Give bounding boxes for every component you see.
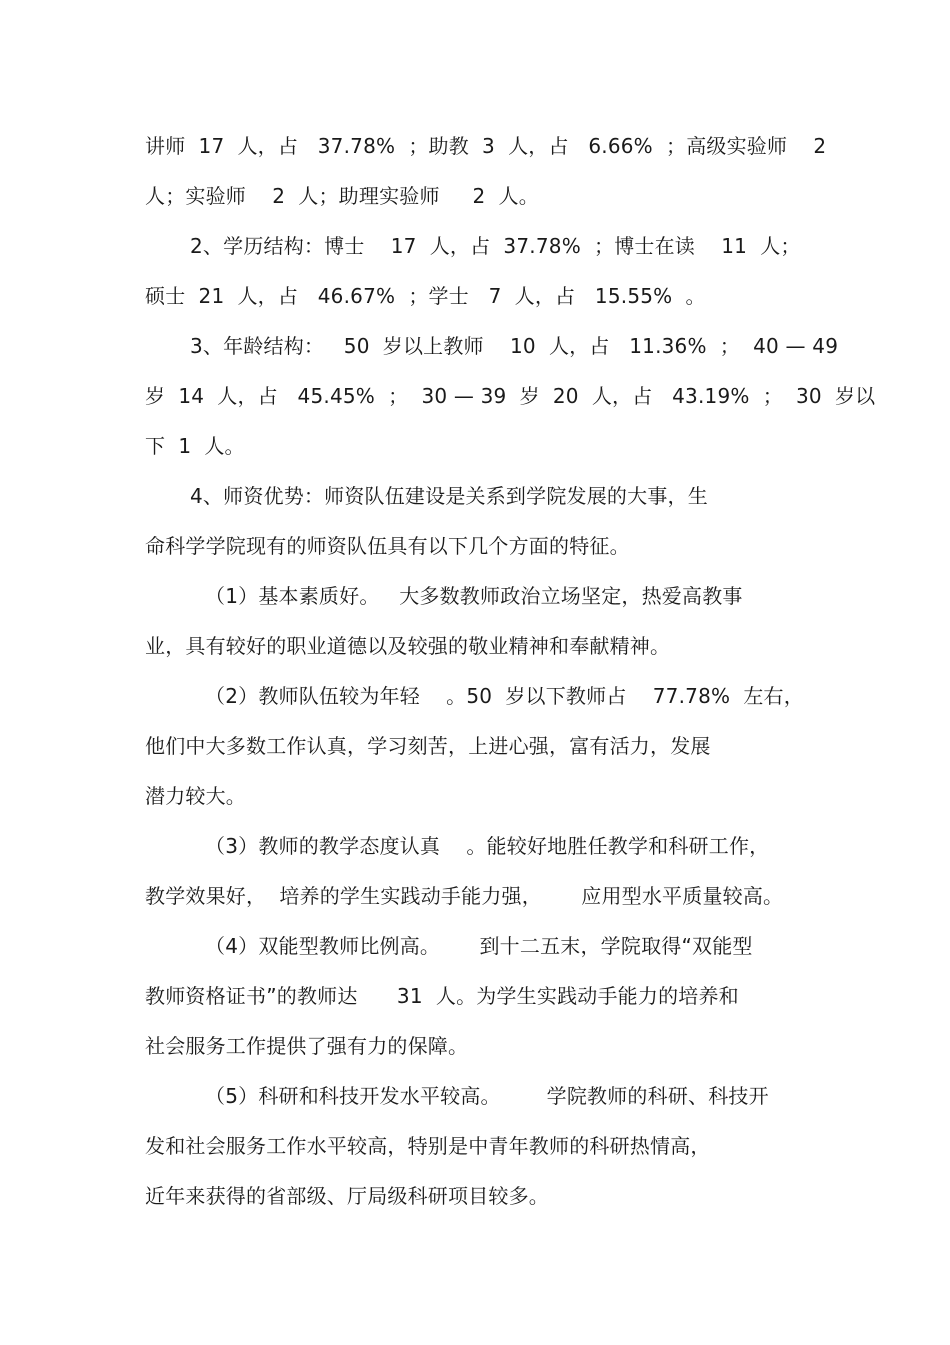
text-line-8: 4、师资优势：师资队伍建设是关系到学院发展的大事，生: [190, 484, 708, 508]
text-line-4: 硕士 21 人，占 46.67% ；学士 7 人，占 15.55% 。: [145, 284, 706, 308]
text-line-1: 讲师 17 人，占 37.78% ；助教 3 人，占 6.66% ；高级实验师 2: [145, 134, 827, 158]
text-line-7: 下 1 人。: [145, 434, 245, 458]
text-line-19: 社会服务工作提供了强有力的保障。: [145, 1034, 469, 1058]
text-line-18: 教师资格证书”的教师达 31 人。为学生实践动手能力的培养和: [145, 984, 739, 1008]
text-line-11: 业，具有较好的职业道德以及较强的敬业精神和奉献精神。: [145, 634, 671, 658]
text-line-5: 3、年龄结构： 50 岁以上教师 10 人，占 11.36% ； 40 — 49: [190, 334, 839, 358]
text-line-2: 人；实验师 2 人；助理实验师 2 人。: [145, 184, 539, 208]
text-line-16: 教学效果好， 培养的学生实践动手能力强， 应用型水平质量较高。: [145, 884, 784, 908]
text-line-3: 2、学历结构：博士 17 人，占 37.78% ；博士在读 11 人；: [190, 234, 801, 258]
text-line-17: （4）双能型教师比例高。 到十二五末，学院取得“双能型: [205, 934, 753, 958]
text-line-9: 命科学学院现有的师资队伍具有以下几个方面的特征。: [145, 534, 630, 558]
text-line-6: 岁 14 人，占 45.45% ； 30 — 39 岁 20 人，占 43.19% ； 30 岁以: [145, 384, 876, 408]
text-line-22: 近年来获得的省部级、厅局级科研项目较多。: [145, 1184, 549, 1208]
text-line-21: 发和社会服务工作水平较高，特别是中青年教师的科研热情高，: [145, 1134, 711, 1158]
text-line-14: 潜力较大。: [145, 784, 246, 808]
text-line-12: （2）教师队伍较为年轻 。50 岁以下教师占 77.78% 左右，: [205, 684, 804, 708]
text-line-15: （3）教师的教学态度认真 。能较好地胜任教学和科研工作，: [205, 834, 770, 858]
text-line-20: （5）科研和科技开发水平较高。 学院教师的科研、科技开: [205, 1084, 769, 1108]
text-line-10: （1）基本素质好。 大多数教师政治立场坚定，热爱高教事: [205, 584, 743, 608]
text-line-13: 他们中大多数工作认真，学习刻苦，上进心强，富有活力，发展: [145, 734, 711, 758]
